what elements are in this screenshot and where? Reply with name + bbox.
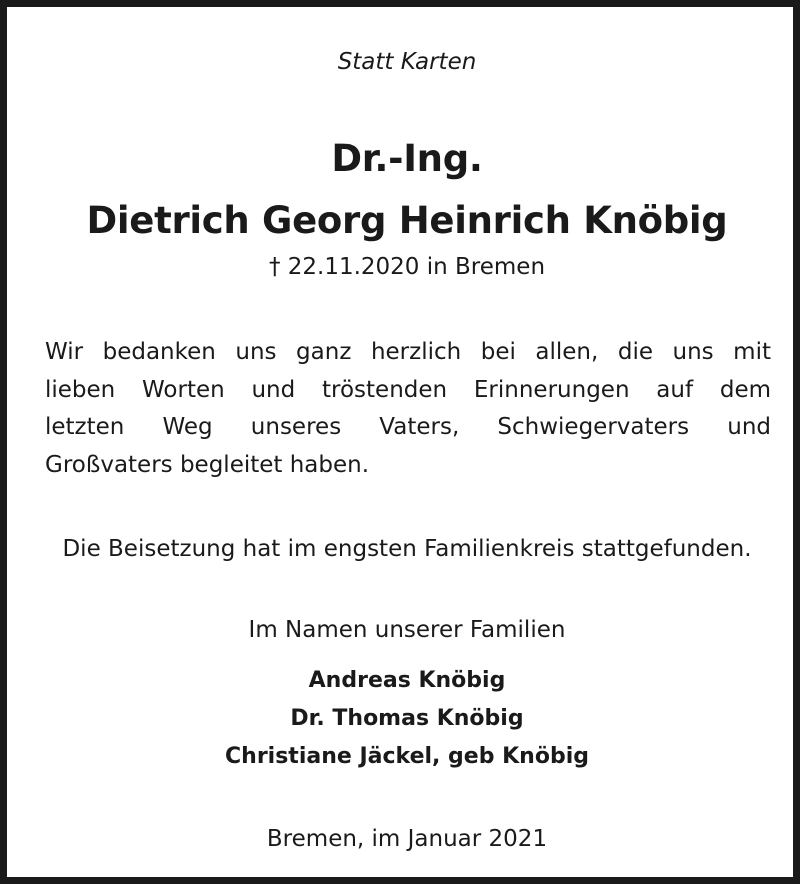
- signer-name: Christiane Jäckel, geb Knöbig: [225, 744, 589, 769]
- notice-header: Statt Karten: [337, 49, 477, 75]
- on-behalf-line: Im Namen unserer Familien: [248, 617, 566, 643]
- thanks-line: Wir bedanken uns ganz herzlich bei allen, die uns mit: [45, 339, 771, 365]
- signer-name: Andreas Knöbig: [308, 668, 506, 693]
- deceased-name: Dietrich Georg Heinrich Knöbig: [86, 199, 728, 242]
- thanks-line: letzten Weg unseres Vaters, Schwiegervaters und: [45, 414, 771, 440]
- signer-name: Dr. Thomas Knöbig: [290, 706, 524, 731]
- thanks-line: Großvaters begleitet haben.: [45, 451, 370, 478]
- thanks-line: lieben Worten und tröstenden Erinnerungen auf dem: [45, 376, 771, 403]
- burial-note: Die Beisetzung hat im engsten Familienkreis stattgefunden.: [62, 536, 752, 562]
- deceased-title: Dr.-Ing.: [331, 137, 483, 180]
- death-date-place: † 22.11.2020 in Bremen: [268, 254, 546, 280]
- place-date: Bremen, im Januar 2021: [266, 826, 548, 852]
- thanks-paragraph: [45, 334, 771, 484]
